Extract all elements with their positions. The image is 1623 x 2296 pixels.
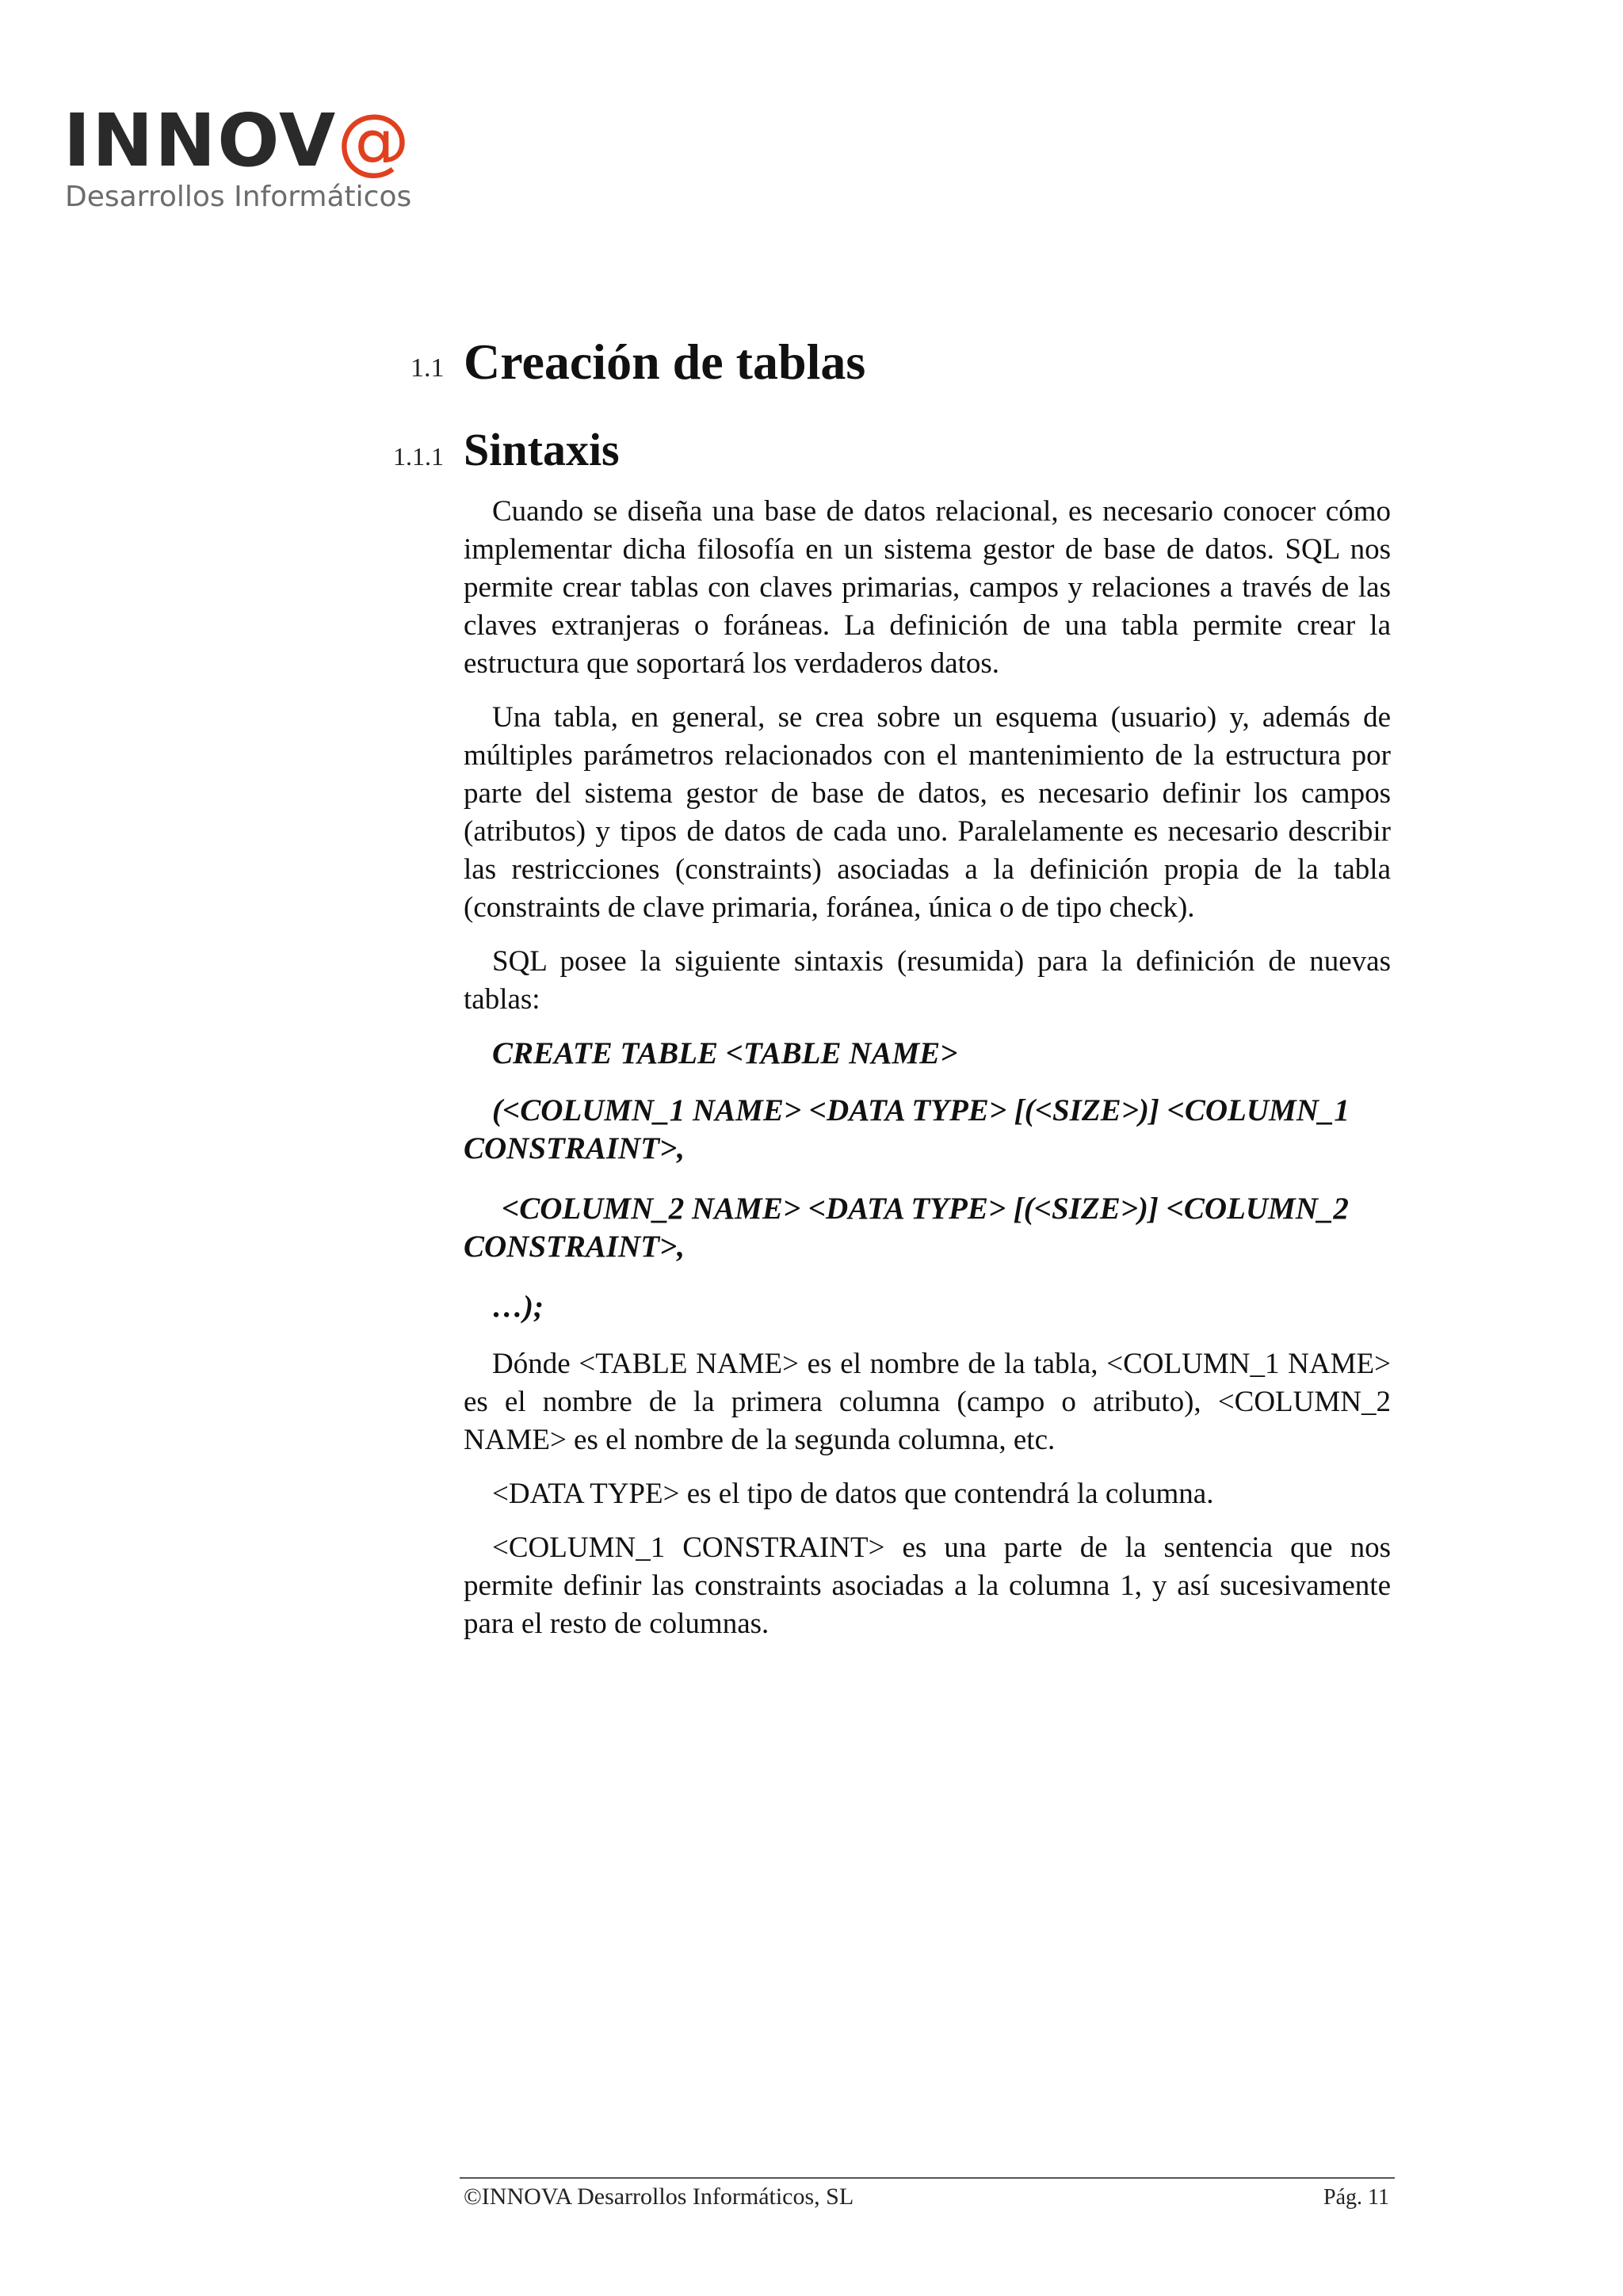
section-number: 1.1: [411, 353, 445, 383]
logo-subtitle: Desarrollos Informáticos: [65, 181, 412, 213]
code-line: CREATE TABLE <TABLE NAME>: [492, 1036, 958, 1070]
body-text: [464, 493, 1391, 1659]
footer-divider: [460, 2177, 1395, 2179]
logo-at-symbol: @: [337, 98, 412, 183]
code-line: …);: [492, 1290, 544, 1324]
company-logo: [63, 98, 444, 223]
subsection-title: Sintaxis: [464, 424, 620, 475]
footer-copyright: ©INNOVA Desarrollos Informáticos, SL: [464, 2183, 854, 2210]
page-number: Pág. 11: [1323, 2185, 1389, 2210]
code-line: <COLUMN_2 NAME> <DATA TYPE> [(<SIZE>)] <COLUMN_2 CONSTRAINT>,: [464, 1192, 1349, 1264]
logo-wordmark: [63, 98, 412, 183]
paragraph: <COLUMN_1 CONSTRAINT> es una parte de la sentencia que nos permite definir las constraints asociadas a la columna 1, y así sucesivamente para el resto de columnas.: [464, 1531, 1391, 1640]
paragraph: Una tabla, en general, se crea sobre un esquema (usuario) y, además de múltiples parámetros relacionados con el mantenimiento de la estructura por parte del sistema gestor de base de datos, es necesario definir los campos (atributos) y tipos de datos de cada uno. Paralelamente es necesario describir las restricciones (constraints) asociadas a la definición propia de la tabla (constraints de clave primaria, foránea, única o de tipo check).: [464, 701, 1391, 924]
paragraph: Dónde <TABLE NAME> es el nombre de la tabla, <COLUMN_1 NAME> es el nombre de la primera columna (campo o atributo), <COLUMN_2 NAME> es el nombre de la segunda columna, etc.: [464, 1348, 1391, 1456]
section-title: Creación de tablas: [464, 334, 866, 390]
paragraph: Cuando se diseña una base de datos relacional, es necesario conocer cómo implementar dicha filosofía en un sistema gestor de base de datos. SQL nos permite crear tablas con claves primarias, campos y relaciones a través de las claves extranjeras o foráneas. La definición de una tabla permite crear la estructura que soportará los verdaderos datos.: [464, 495, 1391, 680]
logo-word-text: INNOV: [63, 98, 338, 183]
paragraph: <DATA TYPE> es el tipo de datos que contendrá la columna.: [492, 1478, 1214, 1510]
paragraph: SQL posee la siguiente sintaxis (resumida) para la definición de nuevas tablas:: [464, 945, 1391, 1016]
code-line: (<COLUMN_1 NAME> <DATA TYPE> [(<SIZE>)] <COLUMN_1 CONSTRAINT>,: [464, 1093, 1350, 1165]
subsection-number: 1.1.1: [393, 442, 444, 471]
